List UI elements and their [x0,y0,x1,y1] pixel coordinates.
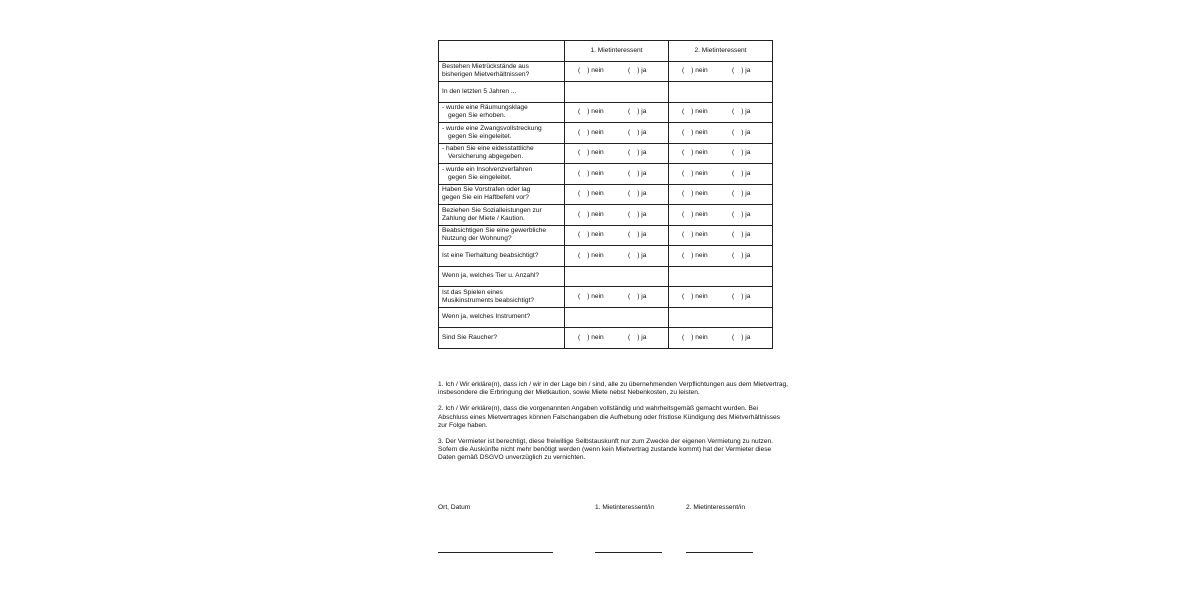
checkbox-label: nein [591,231,604,239]
checkbox-label: ja [745,333,751,341]
checkbox-label: ja [641,108,647,116]
tenant-1-yes-checkbox[interactable] [628,334,646,342]
question-cell [439,82,565,103]
question-text: Ist eine Tierhaltung beabsichtigt? [442,251,539,259]
question-text: gegen Sie erhoben. [448,112,506,120]
checkbox-close-paren: ) [741,169,744,177]
question-cell [439,328,565,349]
checkbox-close-paren: ) [587,128,590,136]
checkbox-open-paren: ( [732,128,735,136]
checkbox-open-paren: ( [732,292,735,300]
checkbox-open-paren: ( [578,333,581,341]
checkbox-open-paren: ( [578,190,581,198]
checkbox-close-paren: ) [741,210,744,218]
checkbox-label: ja [641,67,647,75]
tenant-1-answer-cell [565,328,669,349]
checkbox-open-paren: ( [578,149,581,157]
tenant-1-answer-cell[interactable] [565,307,669,328]
checkbox-label: nein [695,169,708,177]
header-tenant-2: 2. Mietinteressent [669,41,773,62]
tenant-2-no-checkbox[interactable] [682,67,708,75]
checkbox-close-paren: ) [587,251,590,259]
tenant-2-answer-cell [669,61,773,82]
checkbox-close-paren: ) [587,67,590,75]
question-text: In den letzten 5 Jahren ... [442,87,517,95]
tenant-1-yes-checkbox[interactable] [628,170,646,178]
table-row [439,184,773,205]
place-date-signature-line[interactable] [438,552,553,553]
checkbox-label: nein [591,128,604,136]
tenant-2-answer-cell [669,205,773,226]
checkbox-close-paren: ) [637,333,640,341]
checkbox-close-paren: ) [587,149,590,157]
checkbox-label: ja [745,169,751,177]
declaration-1: 1. Ich / Wir erkläre(n), dass ich / wir in der Lage bin / sind, alle zu übernehmenden Verpflichtungen aus dem Mietvertrag, insbesondere die Erbringung der Mietkaution, sowie Miete nebst Nebenkosten, zu leisten. [438,381,789,397]
checkbox-open-paren: ( [578,67,581,75]
table-row [439,246,773,267]
checkbox-open-paren: ( [682,190,685,198]
tenant-1-answer-cell [565,225,669,246]
checkbox-close-paren: ) [637,108,640,116]
tenant-1-yes-checkbox[interactable] [628,231,646,239]
checkbox-label: ja [745,128,751,136]
tenant-2-no-checkbox[interactable] [682,129,708,137]
tenant-1-answer-cell [565,61,669,82]
tenant-1-answer-cell [565,102,669,123]
declaration-3: 3. Der Vermieter ist berechtigt, diese freiwillige Selbstauskunft nur zum Zwecke der eigenen Vermietung zu nutzen. Sofern die Auskünfte nicht mehr benötigt werden (wenn kein Mietvertrag zustande kommt) hat der Vermieter diese Daten gemäß DSGVO unverzüglich zu vernichten. [438,438,773,462]
checkbox-label: nein [591,251,604,259]
checkbox-label: nein [591,108,604,116]
checkbox-close-paren: ) [691,210,694,218]
checkbox-close-paren: ) [691,108,694,116]
tenant-2-yes-checkbox[interactable] [732,190,750,198]
tenant-2-yes-checkbox[interactable] [732,334,750,342]
table-row [439,328,773,349]
checkbox-open-paren: ( [628,128,631,136]
checkbox-close-paren: ) [637,67,640,75]
question-cell [439,102,565,123]
place-date-label: Ort, Datum [438,504,471,511]
tenant-2-answer-cell [669,184,773,205]
checkbox-label: nein [695,108,708,116]
question-cell [439,184,565,205]
checkbox-label: ja [745,231,751,239]
question-text: - haben Sie eine eidesstattliche [442,145,534,153]
question-text: Haben Sie Vorstrafen oder lag [442,186,531,194]
checkbox-open-paren: ( [628,149,631,157]
tenant-2-no-checkbox[interactable] [682,334,708,342]
checkbox-open-paren: ( [682,108,685,116]
questionnaire-table [438,40,773,349]
checkbox-label: ja [745,67,751,75]
checkbox-open-paren: ( [682,251,685,259]
question-text: - wurde eine Zwangsvollstreckung [442,124,542,132]
checkbox-open-paren: ( [732,149,735,157]
checkbox-label: ja [641,251,647,259]
question-cell [439,287,565,308]
checkbox-open-paren: ( [682,128,685,136]
checkbox-open-paren: ( [628,108,631,116]
tenant-1-no-checkbox[interactable] [578,149,604,157]
tenant-1-yes-checkbox[interactable] [628,211,646,219]
tenant-1-yes-checkbox[interactable] [628,252,646,260]
question-cell [439,205,565,226]
checkbox-label: ja [745,251,751,259]
tenant-1-answer-cell [565,287,669,308]
tenant-1-yes-checkbox[interactable] [628,190,646,198]
tenant-2-yes-checkbox[interactable] [732,129,750,137]
tenant-1-no-checkbox[interactable] [578,190,604,198]
checkbox-open-paren: ( [578,231,581,239]
tenant-1-no-checkbox[interactable] [578,170,604,178]
checkbox-open-paren: ( [628,333,631,341]
checkbox-close-paren: ) [741,190,744,198]
checkbox-close-paren: ) [637,128,640,136]
tenant-1-yes-checkbox[interactable] [628,67,646,75]
checkbox-close-paren: ) [741,67,744,75]
checkbox-label: ja [641,210,647,218]
question-text: Musikinstruments beabsichtigt? [442,296,534,304]
checkbox-close-paren: ) [741,231,744,239]
checkbox-label: nein [695,128,708,136]
checkbox-close-paren: ) [691,169,694,177]
checkbox-label: ja [641,128,647,136]
tenant-1-no-checkbox[interactable] [578,252,604,260]
tenant-1-answer-cell [565,205,669,226]
table-row [439,143,773,164]
checkbox-close-paren: ) [691,128,694,136]
table-row [439,164,773,185]
checkbox-label: nein [695,292,708,300]
checkbox-close-paren: ) [691,190,694,198]
table-row [439,123,773,144]
checkbox-open-paren: ( [682,210,685,218]
checkbox-open-paren: ( [732,231,735,239]
checkbox-label: nein [591,190,604,198]
checkbox-label: ja [641,149,647,157]
question-cell [439,143,565,164]
question-text: Wenn ja, welches Tier u. Anzahl? [442,272,540,280]
question-text: Ist das Spielen eines [442,288,503,296]
header-tenant-1: 1. Mietinteressent [565,41,669,62]
question-text: - wurde eine Räumungsklage [442,104,528,112]
checkbox-open-paren: ( [682,231,685,239]
checkbox-open-paren: ( [578,210,581,218]
tenant-2-answer-cell [669,102,773,123]
checkbox-close-paren: ) [637,190,640,198]
checkbox-open-paren: ( [732,210,735,218]
tenant-2-yes-checkbox[interactable] [732,252,750,260]
question-text: Bestehen Mietrückstände aus [442,63,529,71]
question-cell [439,246,565,267]
checkbox-close-paren: ) [637,231,640,239]
checkbox-open-paren: ( [732,251,735,259]
checkbox-label: nein [695,149,708,157]
tenant-2-no-checkbox[interactable] [682,108,708,116]
checkbox-close-paren: ) [691,251,694,259]
checkbox-label: ja [641,190,647,198]
checkbox-close-paren: ) [741,149,744,157]
checkbox-close-paren: ) [637,292,640,300]
checkbox-close-paren: ) [691,231,694,239]
question-cell [439,225,565,246]
table-row [439,102,773,123]
checkbox-close-paren: ) [691,292,694,300]
table-row [439,307,773,328]
declarations-section [438,381,788,471]
tenant-2-yes-checkbox[interactable] [732,293,750,301]
table-row [439,225,773,246]
question-cell [439,266,565,287]
question-text: Beziehen Sie Sozialleistungen zur [442,206,542,214]
question-cell [439,164,565,185]
checkbox-open-paren: ( [682,333,685,341]
checkbox-open-paren: ( [628,190,631,198]
checkbox-open-paren: ( [682,149,685,157]
question-cell [439,61,565,82]
question-text: Nutzung der Wohnung? [442,235,512,243]
checkbox-close-paren: ) [587,231,590,239]
tenant-1-no-checkbox[interactable] [578,334,604,342]
checkbox-label: nein [591,169,604,177]
checkbox-label: ja [641,231,647,239]
tenant-2-no-checkbox[interactable] [682,149,708,157]
tenant-1-signature-line[interactable] [595,552,662,553]
tenant-2-answer-cell [669,143,773,164]
checkbox-open-paren: ( [732,169,735,177]
checkbox-close-paren: ) [587,108,590,116]
tenant-2-answer-cell [669,287,773,308]
table-header-row [439,41,773,62]
checkbox-open-paren: ( [628,292,631,300]
checkbox-label: ja [745,190,751,198]
checkbox-close-paren: ) [741,108,744,116]
checkbox-label: nein [695,333,708,341]
tenant-2-answer-cell[interactable] [669,82,773,103]
checkbox-open-paren: ( [628,210,631,218]
question-cell [439,307,565,328]
checkbox-label: nein [591,210,604,218]
question-text: bisherigen Mietverhältnissen? [442,71,530,79]
checkbox-label: nein [591,67,604,75]
checkbox-label: ja [745,149,751,157]
checkbox-close-paren: ) [691,149,694,157]
checkbox-close-paren: ) [587,333,590,341]
checkbox-close-paren: ) [637,251,640,259]
tenant-2-answer-cell [669,225,773,246]
tenant-1-answer-cell [565,143,669,164]
checkbox-open-paren: ( [732,190,735,198]
table-row [439,205,773,226]
checkbox-label: nein [591,292,604,300]
tenant-1-yes-checkbox[interactable] [628,108,646,116]
question-text: Sind Sie Raucher? [442,333,497,341]
checkbox-close-paren: ) [587,169,590,177]
tenant-1-no-checkbox[interactable] [578,108,604,116]
checkbox-label: nein [695,67,708,75]
checkbox-close-paren: ) [741,251,744,259]
checkbox-open-paren: ( [578,128,581,136]
declaration-2: 2. Ich / Wir erkläre(n), dass die vorgenannten Angaben vollständig und wahrheitsgemäß gemacht wurden. Bei Abschluss eines Mietvertrages können Falschangaben die Aufhebung oder fristlose Kündigung des Mietverhältnisses zur Folge haben. [438,405,780,429]
question-text: gegen Sie ein Haftbefehl vor? [442,194,529,202]
table-row [439,287,773,308]
tenant-2-signature-line[interactable] [686,552,753,553]
checkbox-label: nein [695,210,708,218]
tenant-2-answer-cell [669,164,773,185]
table-row [439,266,773,287]
checkbox-label: ja [641,169,647,177]
question-text: - wurde ein Insolvenzverfahren [442,165,533,173]
tenant-2-signature-label: 2. Mietinteressent/in [686,504,746,511]
checkbox-open-paren: ( [628,231,631,239]
checkbox-close-paren: ) [691,67,694,75]
checkbox-open-paren: ( [732,67,735,75]
checkbox-label: ja [641,333,647,341]
table-row [439,61,773,82]
tenant-1-answer-cell [565,164,669,185]
checkbox-label: nein [695,190,708,198]
tenant-1-answer-cell [565,184,669,205]
checkbox-open-paren: ( [628,67,631,75]
question-text: Wenn ja, welches Instrument? [442,313,531,321]
question-text: Versicherung abgegeben. [448,153,524,161]
checkbox-close-paren: ) [637,149,640,157]
checkbox-label: ja [641,292,647,300]
checkbox-label: nein [695,251,708,259]
tenant-1-no-checkbox[interactable] [578,293,604,301]
question-text: Zahlung der Miete / Kaution. [442,214,525,222]
checkbox-close-paren: ) [637,169,640,177]
tenant-2-answer-cell [669,246,773,267]
tenant-1-answer-cell [565,123,669,144]
checkbox-open-paren: ( [682,169,685,177]
question-text: gegen Sie eingeleitet. [448,173,512,181]
question-text: Beabsichtigen Sie eine gewerbliche [442,227,547,235]
checkbox-label: ja [745,210,751,218]
tenant-1-yes-checkbox[interactable] [628,129,646,137]
checkbox-open-paren: ( [682,67,685,75]
tenant-2-no-checkbox[interactable] [682,231,708,239]
tenant-1-answer-cell[interactable] [565,266,669,287]
tenant-1-no-checkbox[interactable] [578,211,604,219]
tenant-1-no-checkbox[interactable] [578,231,604,239]
question-text: gegen Sie eingeleitet. [448,132,512,140]
tenant-1-no-checkbox[interactable] [578,67,604,75]
checkbox-label: ja [745,108,751,116]
checkbox-open-paren: ( [628,169,631,177]
tenant-1-yes-checkbox[interactable] [628,149,646,157]
checkbox-label: ja [745,292,751,300]
checkbox-open-paren: ( [682,292,685,300]
checkbox-open-paren: ( [578,251,581,259]
tenant-2-no-checkbox[interactable] [682,252,708,260]
tenant-2-yes-checkbox[interactable] [732,231,750,239]
checkbox-open-paren: ( [628,251,631,259]
tenant-2-no-checkbox[interactable] [682,211,708,219]
checkbox-close-paren: ) [637,210,640,218]
checkbox-label: nein [591,333,604,341]
tenant-2-yes-checkbox[interactable] [732,149,750,157]
checkbox-close-paren: ) [587,292,590,300]
tenant-2-yes-checkbox[interactable] [732,170,750,178]
table-row [439,82,773,103]
checkbox-open-paren: ( [578,108,581,116]
checkbox-close-paren: ) [587,190,590,198]
tenant-2-answer-cell [669,328,773,349]
tenant-2-no-checkbox[interactable] [682,170,708,178]
checkbox-open-paren: ( [732,108,735,116]
tenant-1-answer-cell[interactable] [565,82,669,103]
tenant-2-answer-cell[interactable] [669,307,773,328]
tenant-2-yes-checkbox[interactable] [732,67,750,75]
tenant-2-no-checkbox[interactable] [682,293,708,301]
checkbox-open-paren: ( [578,292,581,300]
checkbox-open-paren: ( [578,169,581,177]
checkbox-close-paren: ) [741,333,744,341]
checkbox-close-paren: ) [741,128,744,136]
checkbox-close-paren: ) [587,210,590,218]
tenant-1-answer-cell [565,246,669,267]
checkbox-open-paren: ( [732,333,735,341]
tenant-2-yes-checkbox[interactable] [732,211,750,219]
checkbox-label: nein [695,231,708,239]
checkbox-close-paren: ) [741,292,744,300]
tenant-2-no-checkbox[interactable] [682,190,708,198]
tenant-2-yes-checkbox[interactable] [732,108,750,116]
checkbox-label: nein [591,149,604,157]
tenant-1-yes-checkbox[interactable] [628,293,646,301]
checkbox-close-paren: ) [691,333,694,341]
tenant-1-signature-label: 1. Mietinteressent/in [595,504,655,511]
tenant-1-no-checkbox[interactable] [578,129,604,137]
tenant-2-answer-cell [669,123,773,144]
header-question-cell [439,41,565,62]
question-cell [439,123,565,144]
tenant-2-answer-cell[interactable] [669,266,773,287]
